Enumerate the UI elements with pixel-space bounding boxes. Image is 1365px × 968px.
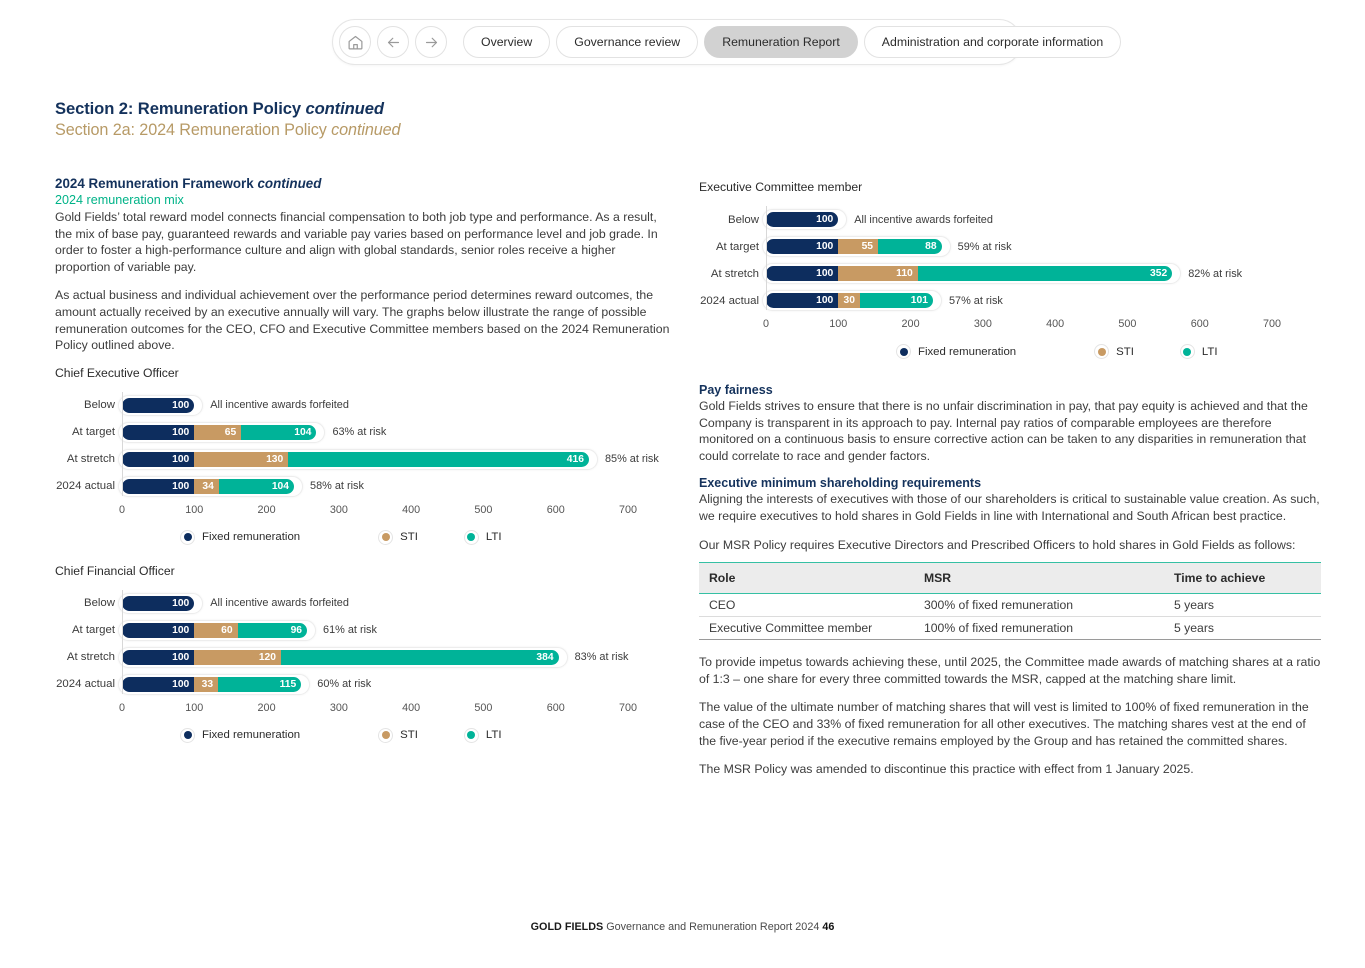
legend-item-sti[interactable] bbox=[378, 530, 418, 545]
bar-segment-fixed: 100 bbox=[766, 212, 838, 227]
left-paragraph-1: Gold Fields’ total reward model connects financial compensation to both job type and performance. As a result, the mix of base pay, guaranteed rewards and variable pay varies based on performance level and job grade. In order to foster a high-performance culture and align with global standards, senior roles receive a higher proportion of variable pay. bbox=[55, 210, 658, 274]
legend-label: LTI bbox=[1201, 345, 1218, 358]
bar-annotation: All incentive awards forfeited bbox=[210, 597, 349, 610]
bar-segments bbox=[122, 623, 307, 638]
tab-administration-and-corporate-information[interactable]: Administration and corporate information bbox=[864, 26, 1121, 58]
legend-label: STI bbox=[1116, 345, 1134, 358]
back-button[interactable] bbox=[377, 26, 409, 58]
bar-annotation: All incentive awards forfeited bbox=[854, 213, 993, 226]
axis-tick-label: 200 bbox=[257, 503, 276, 516]
page-subtitle-text: Section 2a: 2024 Remuneration Policy bbox=[55, 121, 332, 139]
bar-segment-sti: 130 bbox=[194, 452, 288, 467]
legend-label: STI bbox=[400, 729, 418, 742]
legend-marker-icon bbox=[1180, 344, 1195, 359]
bar-annotation: 59% at risk bbox=[957, 240, 1012, 253]
bar-category-label: At stretch bbox=[710, 267, 759, 280]
axis-tick-label: 500 bbox=[474, 701, 493, 714]
bar-segments bbox=[766, 266, 1172, 281]
bar-segments bbox=[766, 212, 838, 227]
legend-item-fixed-remuneration[interactable] bbox=[896, 344, 1016, 359]
bar-annotation: 85% at risk bbox=[604, 453, 659, 466]
bar-annotation: 60% at risk bbox=[317, 678, 372, 691]
bar-segment-fixed: 100 bbox=[766, 239, 838, 254]
cell-time: 5 years bbox=[1164, 594, 1321, 617]
bar-category-label: At stretch bbox=[66, 453, 115, 466]
chart-bar-row bbox=[55, 590, 670, 617]
chart-bar-row bbox=[55, 473, 670, 500]
bar-annotation: 83% at risk bbox=[574, 651, 629, 664]
left-column bbox=[55, 176, 670, 743]
axis-tick-label: 500 bbox=[1118, 318, 1137, 330]
legend-label: Fixed remuneration bbox=[202, 729, 301, 742]
legend-marker-icon bbox=[464, 530, 479, 545]
top-navigation-bar bbox=[332, 19, 1104, 65]
axis-tick-label: 600 bbox=[546, 701, 565, 714]
bar-segment-lti: 104 bbox=[241, 425, 316, 440]
axis-tick-label: 100 bbox=[185, 701, 204, 714]
bar-category-label: 2024 actual bbox=[56, 480, 115, 493]
bar-segment-fixed: 100 bbox=[122, 650, 194, 665]
chart-x-axis bbox=[762, 314, 1321, 336]
arrow-right-icon bbox=[423, 34, 440, 51]
bar-segment-fixed: 100 bbox=[122, 425, 194, 440]
page-title-continued: continued bbox=[305, 99, 384, 118]
chart-title: Executive Committee member bbox=[699, 180, 863, 194]
legend-item-lti[interactable] bbox=[464, 530, 502, 545]
axis-tick-label: 0 bbox=[118, 503, 126, 516]
matching-shares-paragraph: To provide impetus towards achieving these, until 2025, the Committee made awards of matching shares at a ratio of 1:3 – one share for every three committed towards the MSR, capped at the matching share limit. bbox=[699, 655, 1321, 686]
chart-bar-row bbox=[55, 392, 670, 419]
page-subtitle bbox=[55, 121, 400, 140]
axis-tick-label: 400 bbox=[1046, 318, 1065, 330]
bar-segment-sti: 55 bbox=[838, 239, 878, 254]
cell-msr: 300% of fixed remuneration bbox=[914, 594, 1164, 617]
chart-legend bbox=[55, 728, 670, 743]
axis-tick-label: 700 bbox=[618, 503, 638, 516]
axis-tick-label: 0 bbox=[118, 701, 126, 714]
bar-track bbox=[122, 422, 329, 443]
axis-tick-label: 600 bbox=[546, 503, 565, 516]
bar-segment-sti: 120 bbox=[194, 650, 281, 665]
bar-track bbox=[122, 593, 207, 614]
bar-category-label: Below bbox=[727, 213, 759, 226]
home-icon bbox=[347, 34, 364, 51]
bar-segment-sti: 34 bbox=[194, 479, 219, 494]
footer-text: Governance and Remuneration Report 2024 bbox=[603, 921, 823, 933]
legend-item-lti[interactable] bbox=[1180, 344, 1218, 359]
tab-overview[interactable]: Overview bbox=[463, 26, 550, 58]
page-title bbox=[55, 99, 384, 119]
forward-button[interactable] bbox=[415, 26, 447, 58]
chart-title: Chief Executive Officer bbox=[55, 365, 179, 380]
axis-tick-label: 400 bbox=[402, 503, 421, 516]
chart-legend bbox=[55, 530, 670, 545]
bar-segment-sti: 60 bbox=[194, 623, 237, 638]
legend-item-sti[interactable] bbox=[1094, 344, 1134, 359]
bar-track bbox=[122, 395, 207, 416]
table-row bbox=[699, 617, 1321, 640]
bar-track bbox=[122, 674, 314, 695]
bar-segments bbox=[122, 677, 301, 692]
bar-segments bbox=[766, 239, 942, 254]
chart-plot-area bbox=[699, 206, 1321, 336]
table-row bbox=[699, 594, 1321, 617]
cell-msr: 100% of fixed remuneration bbox=[914, 617, 1164, 640]
bar-category-label: At target bbox=[71, 426, 115, 439]
axis-tick-label: 300 bbox=[973, 318, 992, 330]
axis-tick-label: 400 bbox=[402, 701, 421, 714]
bar-segment-lti: 96 bbox=[238, 623, 307, 638]
legend-marker-icon bbox=[378, 530, 393, 545]
bar-track bbox=[766, 263, 1185, 284]
bar-segment-fixed: 100 bbox=[122, 623, 194, 638]
matching-value-paragraph: The value of the ultimate number of matching shares that will vest is limited to 100% of fixed remuneration in the case of the CEO and 33% of fixed remuneration for all other executives. The matching shares vest at the end of the five-year period if the executive remains employed by the Group and has retained the committed shares. bbox=[699, 700, 1309, 748]
bar-annotation: 63% at risk bbox=[332, 426, 387, 439]
remuneration-mix-heading: 2024 remuneration mix bbox=[55, 193, 184, 207]
bar-segment-fixed: 100 bbox=[122, 398, 194, 413]
chart-chief-executive-officer bbox=[55, 366, 670, 545]
pay-fairness-heading: Pay fairness bbox=[699, 383, 773, 397]
chart-bar-row bbox=[699, 233, 1321, 260]
bar-segments bbox=[122, 398, 194, 413]
column-header-role: Role bbox=[699, 563, 914, 594]
axis-tick-label: 700 bbox=[618, 701, 638, 714]
legend-marker-icon bbox=[1094, 344, 1109, 359]
bar-segments bbox=[122, 452, 589, 467]
bar-category-label: 2024 actual bbox=[56, 678, 115, 691]
tab-remuneration-report[interactable]: Remuneration Report bbox=[704, 26, 858, 58]
chart-bar-row bbox=[699, 260, 1321, 287]
page-subtitle-continued: continued bbox=[331, 121, 401, 139]
axis-tick-label: 200 bbox=[901, 318, 920, 330]
right-column bbox=[699, 180, 1321, 778]
legend-marker-icon bbox=[180, 530, 195, 545]
bar-segment-lti: 352 bbox=[918, 266, 1172, 281]
bar-segments bbox=[122, 479, 294, 494]
bar-track bbox=[122, 476, 307, 497]
column-header-msr: MSR bbox=[914, 563, 1164, 594]
bar-category-label: At target bbox=[715, 240, 759, 253]
bar-category-label: 2024 actual bbox=[700, 294, 759, 307]
bar-segment-sti: 65 bbox=[194, 425, 241, 440]
legend-item-fixed-remuneration[interactable] bbox=[180, 530, 300, 545]
column-header-time-to-achieve: Time to achieve bbox=[1164, 563, 1321, 594]
left-paragraph-2: As actual business and individual achievement over the performance period determines reward outcomes, the amount actually received by an executive annually will vary. The graphs below illustrate the range of possible remuneration outcomes for the CEO, CFO and Executive Committee members based on the 2024 Remuneration Policy outlined above. bbox=[55, 288, 670, 353]
bar-track bbox=[766, 209, 851, 230]
bar-segment-sti: 33 bbox=[194, 677, 218, 692]
bar-segment-fixed: 100 bbox=[122, 452, 194, 467]
framework-heading-continued: continued bbox=[257, 176, 322, 191]
cell-time: 5 years bbox=[1164, 617, 1321, 640]
msr-requirements-table bbox=[699, 562, 1321, 640]
framework-heading bbox=[55, 176, 670, 191]
cell-role: Executive Committee member bbox=[699, 617, 914, 640]
msr-amendment-paragraph: The MSR Policy was amended to discontinue this practice with effect from 1 January 2025. bbox=[699, 762, 1194, 777]
legend-marker-icon bbox=[464, 728, 479, 743]
bar-track bbox=[122, 449, 602, 470]
bar-track bbox=[766, 236, 955, 257]
chart-bar-row bbox=[55, 644, 670, 671]
chart-chief-financial-officer bbox=[55, 564, 670, 743]
bar-segment-lti: 115 bbox=[218, 677, 301, 692]
axis-tick-label: 300 bbox=[329, 701, 348, 714]
bar-annotation: 58% at risk bbox=[310, 480, 364, 493]
bar-segment-lti: 104 bbox=[219, 479, 294, 494]
bar-track bbox=[766, 290, 946, 311]
chart-axis-line bbox=[122, 590, 123, 694]
bar-track bbox=[122, 647, 572, 668]
framework-heading-text: 2024 Remuneration Framework bbox=[55, 176, 258, 191]
tab-governance-review[interactable]: Governance review bbox=[556, 26, 698, 58]
bar-segment-lti: 416 bbox=[288, 452, 589, 467]
bar-track bbox=[122, 620, 320, 641]
axis-tick-label: 600 bbox=[1190, 318, 1209, 330]
bar-segment-sti: 110 bbox=[838, 266, 918, 281]
bar-segment-fixed: 100 bbox=[766, 266, 838, 281]
page-number: 46 bbox=[822, 921, 835, 933]
footer-brand: GOLD FIELDS bbox=[530, 921, 604, 933]
bar-annotation: 61% at risk bbox=[323, 624, 377, 637]
bar-segment-lti: 101 bbox=[860, 293, 933, 308]
axis-tick-label: 700 bbox=[1262, 318, 1282, 330]
bar-segment-lti: 88 bbox=[878, 239, 942, 254]
table-header-row bbox=[699, 563, 1321, 594]
chart-title: Chief Financial Officer bbox=[55, 563, 175, 578]
bar-segment-lti: 384 bbox=[281, 650, 559, 665]
chart-bar-row bbox=[699, 287, 1321, 314]
bar-category-label: Below bbox=[83, 399, 115, 412]
bar-segment-fixed: 100 bbox=[122, 677, 194, 692]
legend-label: STI bbox=[400, 531, 418, 544]
chart-bar-row bbox=[55, 446, 670, 473]
msr-lead-paragraph: Our MSR Policy requires Executive Directors and Prescribed Officers to hold shares in Gold Fields as follows: bbox=[699, 537, 1296, 552]
chart-plot-area bbox=[55, 590, 670, 720]
msr-heading: Executive minimum shareholding requirements bbox=[699, 476, 982, 491]
bar-annotation: 57% at risk bbox=[948, 294, 1003, 307]
bar-segments bbox=[122, 425, 316, 440]
bar-category-label: At stretch bbox=[66, 651, 115, 664]
cell-role: CEO bbox=[699, 594, 914, 617]
bar-category-label: At target bbox=[71, 624, 115, 637]
legend-label: Fixed remuneration bbox=[918, 345, 1017, 358]
chart-bar-row bbox=[55, 671, 670, 698]
legend-marker-icon bbox=[378, 728, 393, 743]
legend-label: Fixed remuneration bbox=[202, 531, 301, 544]
msr-paragraph: Aligning the interests of executives with those of our shareholders is critical to sustainable value creation. As such, we require executives to hold shares in Gold Fields in line with International and South African best practice. bbox=[699, 492, 1320, 523]
bar-segment-fixed: 100 bbox=[766, 293, 838, 308]
bar-segments bbox=[766, 293, 933, 308]
bar-segments bbox=[122, 650, 559, 665]
legend-item-lti[interactable] bbox=[464, 728, 502, 743]
page-title-text: Section 2: Remuneration Policy bbox=[55, 99, 306, 118]
pay-fairness-paragraph: Gold Fields strives to ensure that there is no unfair discrimination in pay, that pay equity is achieved and that the Company is transparent in its approach to pay. Internal pay ratios of comparable employees are therefore monitored on a continuous basis to ensure corrective action can be taken to any disparities in remuneration that could correlate to race and gender factors. bbox=[699, 399, 1308, 463]
chart-x-axis bbox=[118, 698, 670, 720]
arrow-left-icon bbox=[385, 34, 402, 51]
chart-plot-area bbox=[55, 392, 670, 522]
legend-marker-icon bbox=[180, 728, 195, 743]
axis-tick-label: 100 bbox=[829, 318, 848, 330]
axis-tick-label: 300 bbox=[329, 503, 348, 516]
bar-category-label: Below bbox=[83, 597, 115, 610]
chart-axis-line bbox=[766, 206, 767, 310]
chart-x-axis bbox=[118, 500, 670, 522]
legend-marker-icon bbox=[896, 344, 911, 359]
chart-bar-row bbox=[699, 206, 1321, 233]
axis-tick-label: 100 bbox=[185, 503, 204, 516]
bar-segment-fixed: 100 bbox=[122, 596, 194, 611]
home-button[interactable] bbox=[339, 26, 371, 58]
bar-segments bbox=[122, 596, 194, 611]
bar-annotation: All incentive awards forfeited bbox=[210, 399, 349, 412]
bar-annotation: 82% at risk bbox=[1188, 267, 1243, 280]
chart-axis-line bbox=[122, 392, 123, 496]
bar-segment-sti: 30 bbox=[838, 293, 860, 308]
axis-tick-label: 500 bbox=[474, 503, 493, 516]
legend-item-fixed-remuneration[interactable] bbox=[180, 728, 300, 743]
chart-legend bbox=[771, 344, 1321, 359]
bar-segment-fixed: 100 bbox=[122, 479, 194, 494]
legend-label: LTI bbox=[485, 531, 502, 544]
axis-tick-label: 200 bbox=[257, 701, 276, 714]
legend-label: LTI bbox=[485, 729, 502, 742]
chart-bar-row bbox=[55, 419, 670, 446]
chart-bar-row bbox=[55, 617, 670, 644]
chart-executive-committee-member bbox=[699, 180, 1321, 359]
legend-item-sti[interactable] bbox=[378, 728, 418, 743]
axis-tick-label: 0 bbox=[762, 318, 770, 330]
page-footer bbox=[0, 921, 1365, 933]
